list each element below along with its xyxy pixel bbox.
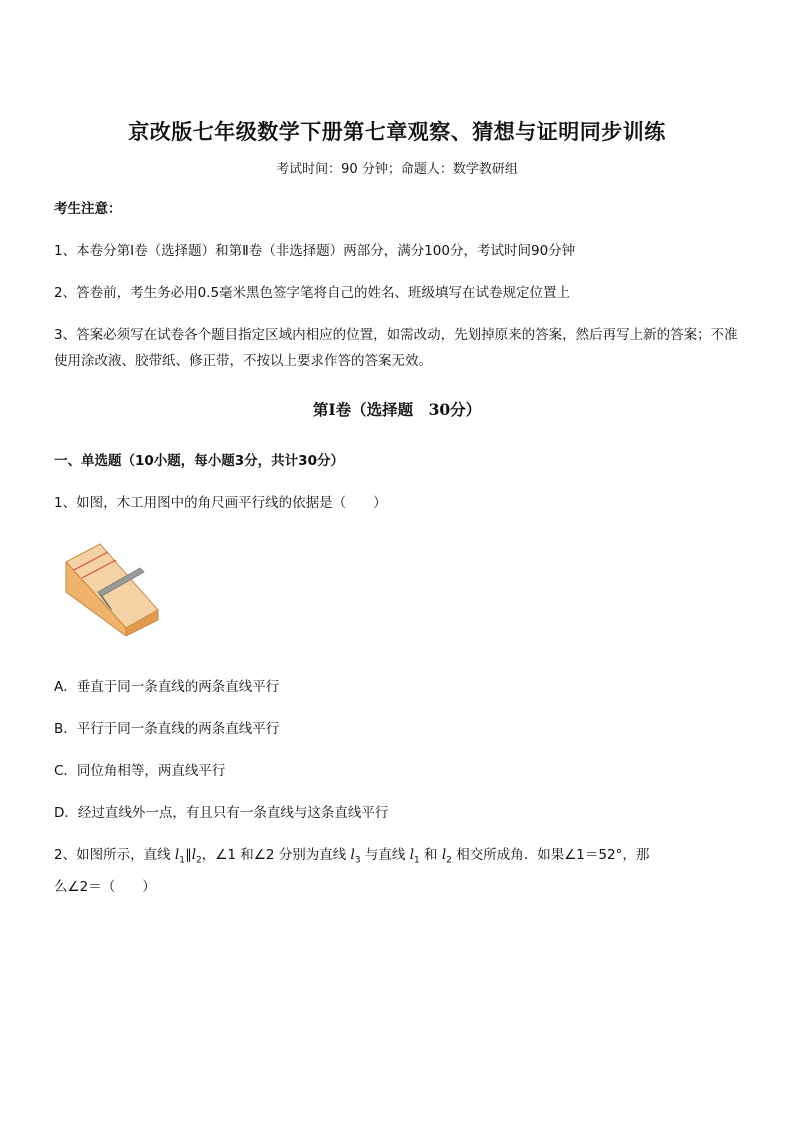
carpenter-square-figure <box>60 540 164 636</box>
question-1-stem: 1、如图，木工用图中的角尺画平行线的依据是（ ） <box>54 495 387 511</box>
option-d: D．经过直线外一点，有且只有一条直线与这条直线平行 <box>54 805 389 821</box>
option-a: A．垂直于同一条直线的两条直线平行 <box>54 679 280 695</box>
section-title: 第Ⅰ卷（选择题 30分） <box>312 400 482 419</box>
option-c: C．同位角相等，两直线平行 <box>54 763 226 779</box>
notice-item-1: 1、本卷分第Ⅰ卷（选择题）和第Ⅱ卷（非选择题）两部分，满分100分，考试时间90分钟 <box>54 243 576 259</box>
notice-item-3: 3、答案必须写在试卷各个题目指定区域内相应的位置，如需改动，先划掉原来的答案，然后再写上新的答案；不准使用涂改液、胶带纸、修正带，不按以上要求作答的答案无效。 <box>54 327 738 369</box>
page-title: 京改版七年级数学下册第七章观察、猜想与证明同步训练 <box>128 119 666 144</box>
question-2-stem: 2、如图所示，直线 $l_1\parallel l_2$，∠1 和∠2 分别为直线 $l_3$ 与直线 $l_1$ 和 $l_2$ 相交所成角．如果∠1＝52°，那 么∠2＝（ ） <box>54 847 650 895</box>
notice-heading: 考生注意： <box>54 201 122 217</box>
wood-block-diagram <box>60 540 164 636</box>
exam-info: 考试时间：90 分钟；命题人：数学教研组 <box>276 162 518 177</box>
part-heading: 一、单选题（10小题，每小题3分，共计30分） <box>54 453 344 469</box>
notice-item-2: 2、答卷前，考生务必用0.5毫米黑色签字笔将自己的姓名、班级填写在试卷规定位置上 <box>54 285 571 301</box>
option-b: B．平行于同一条直线的两条直线平行 <box>54 721 280 737</box>
